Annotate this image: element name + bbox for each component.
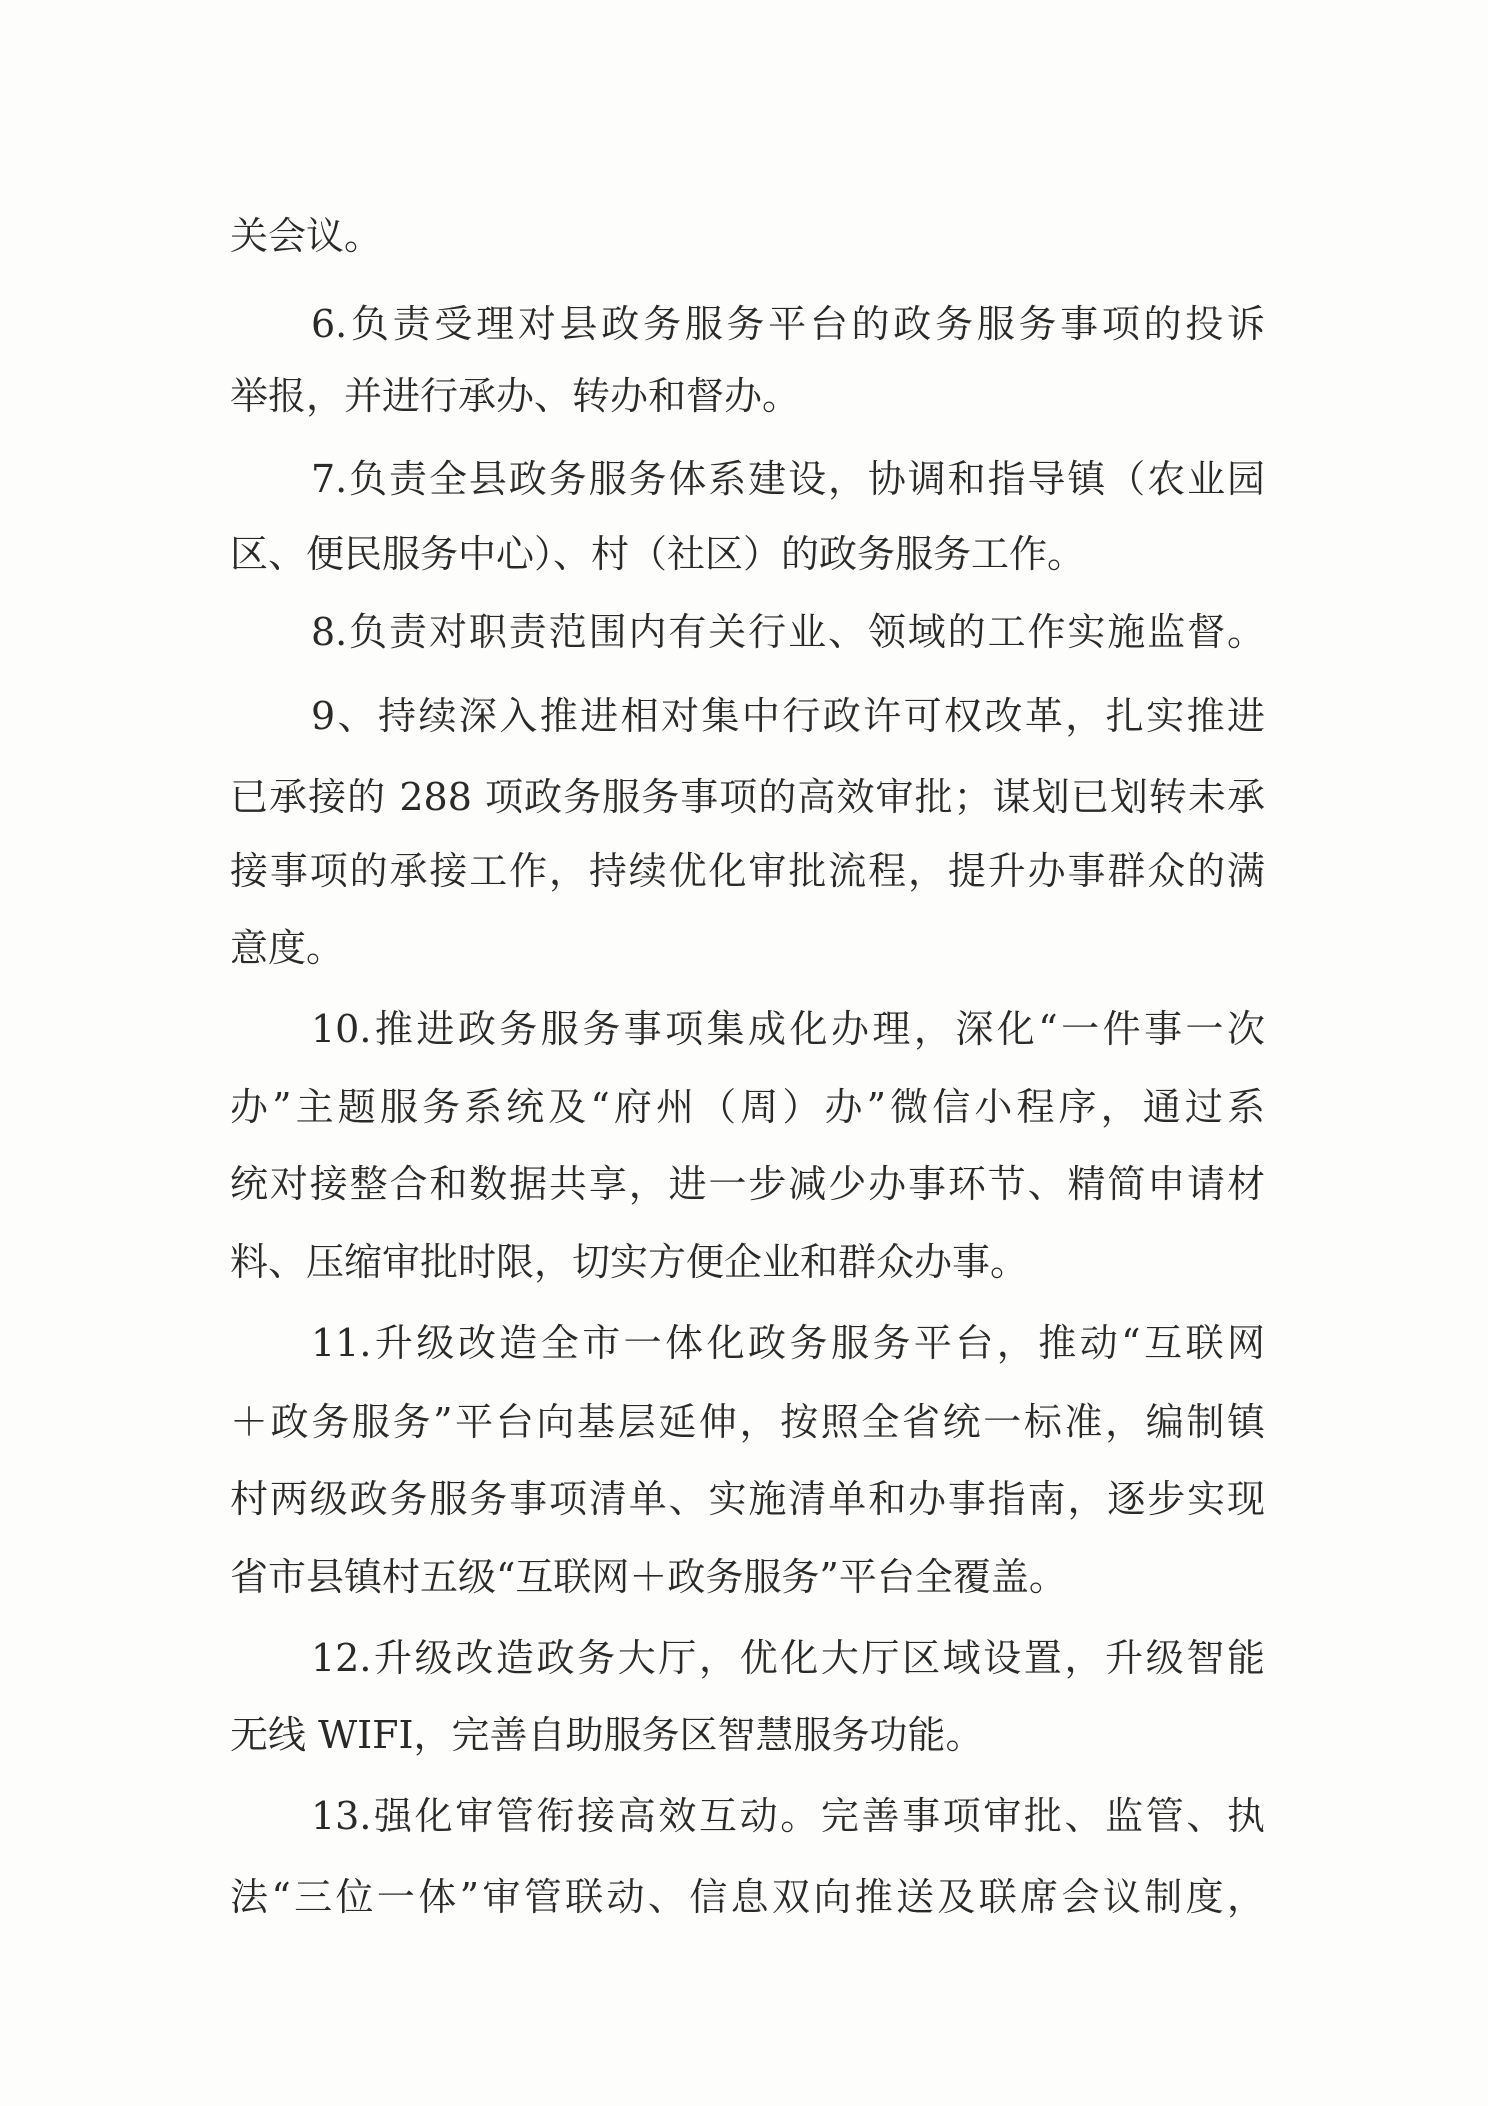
paragraph-line: 关会议。 — [230, 214, 383, 258]
paragraph-line: 统对接整合和数据共享，进一步减少办事环节、精简申请材 — [230, 1162, 1265, 1206]
paragraph-line: 区、便民服务中心）、村（社区）的政务服务工作。 — [230, 532, 1086, 576]
paragraph-line: 6.负责受理对县政务服务平台的政务服务事项的投诉 — [311, 302, 1265, 346]
paragraph-line: 法“三位一体”审管联动、信息双向推送及联席会议制度， — [230, 1875, 1265, 1919]
paragraph-line: 举报，并进行承办、转办和督办。 — [230, 374, 801, 418]
paragraph-line: 已承接的 288 项政务服务事项的高效审批；谋划已划转未承 — [230, 775, 1265, 819]
paragraph-line: 9、持续深入推进相对集中行政许可权改革，扎实推进 — [311, 694, 1265, 738]
paragraph-line: 11.升级改造全市一体化政务服务平台，推动“互联网 — [311, 1321, 1265, 1365]
paragraph-line: 省市县镇村五级“互联网＋政务服务”平台全覆盖。 — [230, 1555, 1067, 1599]
paragraph-line: 接事项的承接工作，持续优化审批流程，提升办事群众的满 — [230, 849, 1265, 893]
paragraph-line: 8.负责对职责范围内有关行业、领域的工作实施监督。 — [311, 610, 1265, 654]
paragraph-line: 12.升级改造政务大厅，优化大厅区域设置，升级智能 — [311, 1636, 1265, 1680]
paragraph-line: 料、压缩审批时限，切实方便企业和群众办事。 — [230, 1240, 1029, 1284]
paragraph-line: 村两级政务服务事项清单、实施清单和办事指南，逐步实现 — [230, 1477, 1265, 1521]
paragraph-line: 无线 WIFI，完善自助服务区智慧服务功能。 — [230, 1713, 984, 1757]
paragraph-line: 意度。 — [230, 926, 345, 970]
paragraph-line: 13.强化审管衔接高效互动。完善事项审批、监管、执 — [311, 1794, 1265, 1838]
paragraph-line: 7.负责全县政务服务体系建设，协调和指导镇（农业园 — [311, 457, 1265, 501]
paragraph-line: 办”主题服务系统及“府州（周）办”微信小程序，通过系 — [230, 1085, 1265, 1129]
paragraph-line: 10.推进政务服务事项集成化办理，深化“一件事一次 — [311, 1007, 1265, 1051]
paragraph-line: ＋政务服务”平台向基层延伸，按照全省统一标准，编制镇 — [230, 1400, 1265, 1444]
